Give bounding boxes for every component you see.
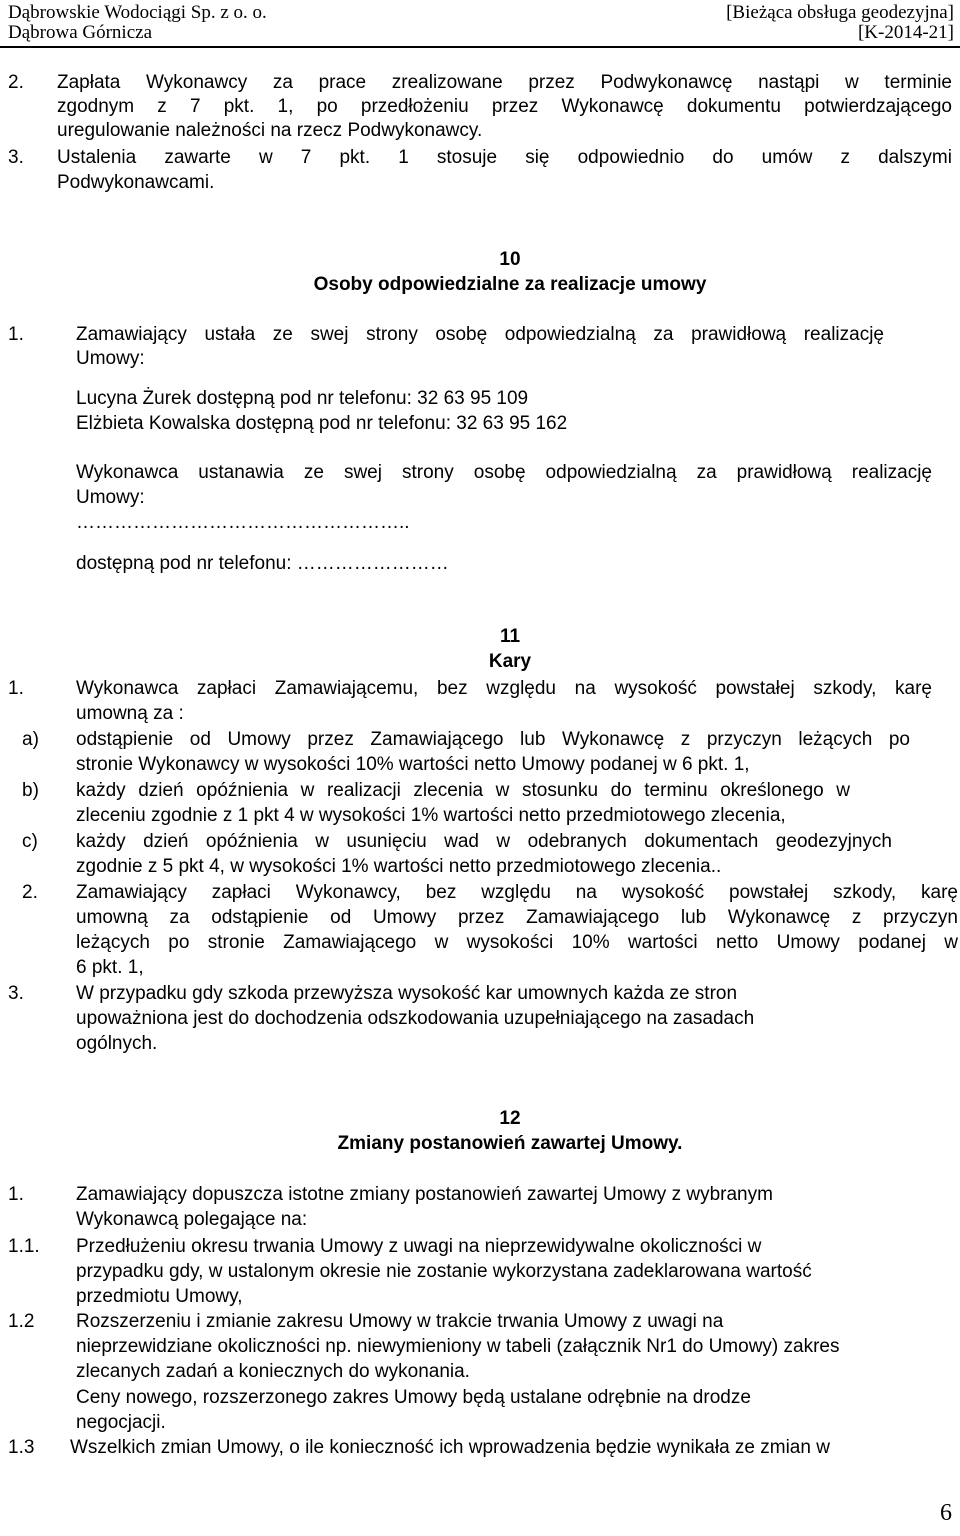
paragraph-line: Ustalenia zawarte w 7 pkt. 1 stosuje się odpowiednio do umów z dalszymi [57,147,952,168]
section-number: 10 [499,249,521,270]
contact-person: Elżbieta Kowalska dostępną pod nr telefonu: 32 63 95 162 [76,413,568,434]
paragraph-line: przedmiotu Umowy, [76,1286,243,1307]
paragraph-line: Wykonawcą polegające na: [76,1209,308,1230]
paragraph-line: Ceny nowego, rozszerzonego zakres Umowy będą ustalane odrębnie na drodze [76,1387,751,1408]
header-company: Dąbrowskie Wodociągi Sp. z o. o. [8,2,267,23]
section-title: Osoby odpowiedzialne za realizacje umowy [313,274,707,295]
paragraph-line: zgodnie z 5 pkt 4, w wysokości 1% wartości netto przedmiotowego zlecenia.. [76,856,722,877]
page-number: 6 [940,1500,952,1526]
list-letter: b) [22,780,39,801]
paragraph-line: Wszelkich zmian Umowy, o ile konieczność ich wprowadzenia będzie wynikała ze zmian w [70,1437,830,1458]
paragraph-line: uregulowanie należności na rzecz Podwykonawcy. [57,120,483,141]
list-number: 1. [8,678,24,699]
contact-person: Lucyna Żurek dostępną pod nr telefonu: 32 63 95 109 [76,388,529,409]
paragraph-line: negocjacji. [76,1412,166,1433]
paragraph-line: nieprzewidziane okoliczności np. niewymieniony w tabeli (załącznik Nr1 do Umowy) zakres [76,1336,840,1357]
paragraph-line: każdy dzień opóźnienia w realizacji zlecenia w stosunku do terminu określonego w [76,780,850,801]
paragraph-line: ogólnych. [76,1033,158,1054]
paragraph-line: przypadku gdy, w ustalonym okresie nie zostanie wykorzystana zadeklarowana wartość [76,1261,812,1282]
paragraph-line: 6 pkt. 1, [76,957,144,978]
section-number: 11 [499,626,521,647]
paragraph-line: Przedłużeniu okresu trwania Umowy z uwagi na nieprzewidywalne okoliczności w [76,1236,762,1257]
paragraph-line: umowną za odstąpienie od Umowy przez Zamawiającego lub Wykonawcę z przyczyn [76,907,958,928]
list-number: 2. [22,882,38,903]
paragraph-line: stronie Wykonawcy w wysokości 10% wartości netto Umowy podanej w 6 pkt. 1, [76,754,750,775]
list-letter: c) [22,831,38,852]
section-title: Zmiany postanowień zawartej Umowy. [337,1133,683,1154]
paragraph-line: upoważniona jest do dochodzenia odszkodowania uzupełniającego na zasadach [76,1008,755,1029]
paragraph-line: każdy dzień opóźnienia w usunięciu wad w odebranych dokumentach geodezyjnych [76,831,892,852]
paragraph-line: Zamawiający ustała ze swej strony osobę odpowiedzialną za prawidłową realizację [76,324,884,345]
header-divider [0,46,960,48]
list-number: 1. [8,1184,24,1205]
list-number: 1.2 [8,1311,35,1332]
section-title: Kary [488,651,532,672]
list-number: 3. [8,147,24,168]
paragraph-line: zlecanych zadań a koniecznych do wykonania. [76,1361,470,1382]
paragraph-line: Zamawiający dopuszcza istotne zmiany postanowień zawartej Umowy z wybranym [76,1184,773,1205]
list-number: 1. [8,324,24,345]
header-subject: [Bieżąca obsługa geodezyjna] [726,2,954,23]
paragraph-line: umowną za : [76,703,184,724]
paragraph-line: Wykonawca ustanawia ze swej strony osobę odpowiedzialną za prawidłową realizację [76,462,932,483]
list-number: 1.1. [8,1236,40,1257]
header-reference: [K-2014-21] [857,22,954,43]
list-number: 1.3 [8,1437,35,1458]
paragraph-line: Wykonawca zapłaci Zamawiającemu, bez względu na wysokość powstałej szkody, karę [76,678,932,699]
paragraph-line: W przypadku gdy szkoda przewyższa wysokość kar umownych każda ze stron [76,983,738,1004]
list-number: 3. [8,983,24,1004]
blank-phone-field: dostępną pod nr telefonu: …………………… [76,553,449,574]
paragraph-line: leżących po stronie Zamawiającego w wysokości 10% wartości netto Umowy podanej w [76,932,958,953]
section-number: 12 [499,1108,521,1129]
blank-name-field: …………………………………………….. [76,512,410,533]
paragraph-line: odstąpienie od Umowy przez Zamawiającego lub Wykonawcę z przyczyn leżących po [76,729,910,750]
paragraph-line: Rozszerzeniu i zmianie zakresu Umowy w trakcie trwania Umowy z uwagi na [76,1311,724,1332]
list-letter: a) [22,729,39,750]
header-city: Dąbrowa Górnicza [8,22,153,43]
paragraph-line: Podwykonawcami. [57,172,215,193]
paragraph-line: Umowy: [76,487,145,508]
paragraph-line: Zamawiający zapłaci Wykonawcy, bez względu na wysokość powstałej szkody, karę [76,882,958,903]
paragraph-line: Zapłata Wykonawcy za prace zrealizowane przez Podwykonawcę nastąpi w terminie [57,72,952,93]
paragraph-line: Umowy: [76,348,145,369]
list-number: 2. [8,72,24,93]
page-header [0,0,960,46]
paragraph-line: zleceniu zgodnie z 1 pkt 4 w wysokości 1% wartości netto przedmiotowego zlecenia, [76,805,786,826]
paragraph-line: zgodnym z 7 pkt. 1, po przedłożeniu przez Wykonawcę dokumentu potwierdzającego [57,96,952,117]
